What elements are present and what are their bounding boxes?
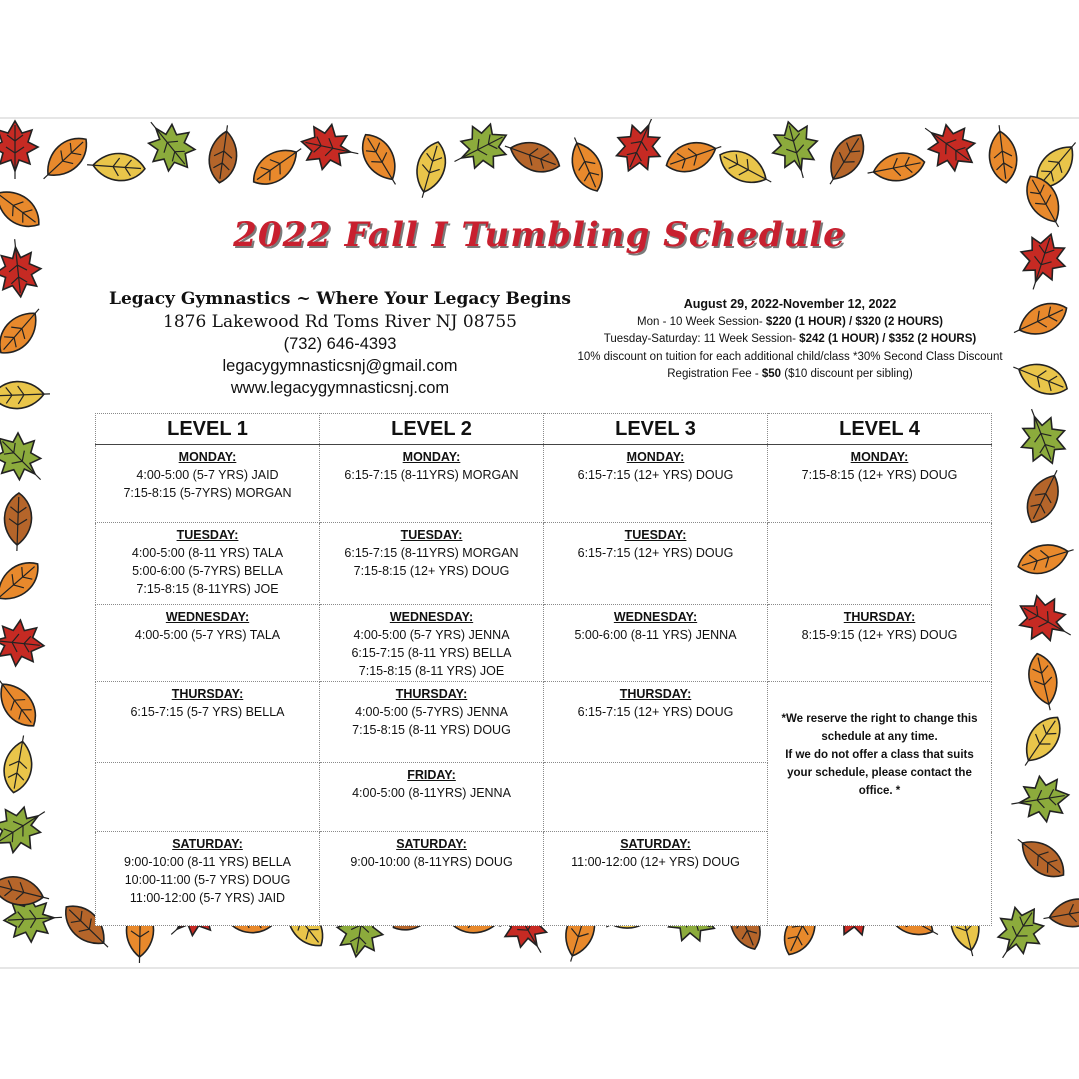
tuesday-price: $242 (1 HOUR) / $352 (2 HOURS) [799,333,977,345]
leaf-icon [133,119,205,182]
class-entry: 6:15-7:15 (5-7 YRS) BELLA [130,705,285,719]
leaf-icon [986,124,1020,185]
registration-fee [550,366,1030,384]
schedule-cell [544,832,768,926]
contact-block [95,287,585,399]
day-label: WEDNESDAY: [613,610,698,624]
pricing-block [550,296,1030,384]
day-label: MONDAY: [850,450,909,464]
leaf-icon [0,380,50,409]
leaf-icon [0,733,37,795]
schedule-cell [768,605,992,682]
class-entry: 6:15-7:15 (8-11YRS) MORGAN [344,468,519,482]
address: 1876 Lakewood Rd Toms River NJ 08755 [163,312,517,332]
leaf-icon [246,138,309,193]
leaf-icon [1014,710,1069,773]
schedule-cell [544,605,768,682]
class-entry: 4:00-5:00 (5-7 YRS) JAID [136,468,279,482]
leaf-icon [865,149,927,187]
schedule-cell [544,445,768,523]
leaf-icon [819,128,873,191]
leaf-icon [86,151,146,182]
leaf-icon [500,133,564,178]
class-entry: 6:15-7:15 (12+ YRS) DOUG [577,468,734,482]
class-entry: 7:15-8:15 (8-11 YRS) DOUG [352,723,511,737]
day-label: SATURDAY: [620,837,691,851]
leaf-icon [607,119,673,180]
day-label: SATURDAY: [172,837,243,851]
session-dates: August 29, 2022-November 12, 2022 [683,297,897,311]
leaf-icon [0,554,46,612]
class-entry: 5:00-6:00 (8-11 YRS) JENNA [574,628,737,642]
monday-pricing [550,314,1030,332]
class-entry: 10:00-11:00 (5-7 YRS) DOUG [124,873,291,887]
schedule-cell [320,682,544,763]
class-entry: 7:15-8:15 (8-11YRS) JOE [136,582,279,596]
leaf-icon [0,792,57,862]
leaf-icon [1019,464,1069,528]
class-entry: 8:15-9:15 (12+ YRS) DOUG [801,628,958,642]
day-label: THURSDAY: [395,687,468,701]
leaf-icon [0,671,44,734]
day-label: FRIDAY: [407,768,456,782]
leaf-icon [1008,772,1072,827]
class-entry: 7:15-8:15 (12+ YRS) DOUG [801,468,958,482]
day-label: MONDAY: [178,450,237,464]
class-entry: 4:00-5:00 (5-7 YRS) TALA [134,628,281,642]
class-entry: 6:15-7:15 (8-11YRS) MORGAN [344,546,519,560]
class-entry: 7:15-8:15 (8-11 YRS) JOE [358,664,505,678]
class-entry: 11:00-12:00 (12+ YRS) DOUG [571,855,740,869]
day-label: WEDNESDAY: [165,610,250,624]
leaf-icon [354,128,407,192]
level-1-header: LEVEL 1 [96,414,320,445]
day-label: MONDAY: [626,450,685,464]
day-label: TUESDAY: [624,528,687,542]
leaf-icon [1041,895,1079,932]
leaf-icon [1009,586,1079,655]
leaf-icon [912,119,986,181]
level-header-row [96,414,992,445]
leaf-icon [0,300,49,361]
email: legacygymnasticsnj@gmail.com [222,357,458,375]
schedule-cell [320,523,544,605]
level-2-header: LEVEL 2 [320,414,544,445]
leaf-icon [1009,829,1071,886]
leaf-icon [444,119,517,182]
class-entry: 6:15-7:15 (8-11 YRS) BELLA [351,646,512,660]
level-4-header: LEVEL 4 [768,414,992,445]
schedule-flyer [0,117,1079,969]
disclaimer-line: *We reserve the right to change this schedule at any time. [781,713,978,743]
day-label: TUESDAY: [400,528,463,542]
monday-price: $220 (1 HOUR) / $320 (2 HOURS) [765,315,943,328]
registration-note: ($10 discount per sibling) [781,368,913,380]
disclaimer-note [768,682,992,926]
class-entry: 6:15-7:15 (12+ YRS) DOUG [577,546,734,560]
class-entry: 4:00-5:00 (8-11YRS) JENNA [352,786,511,800]
tuesday-saturday-pricing [550,331,1030,349]
day-label: SATURDAY: [396,837,467,851]
leaf-icon [0,422,57,496]
day-label: WEDNESDAY: [389,610,474,624]
org-name: Legacy Gymnastics ~ Where Your Legacy Begins [109,289,571,309]
schedule-row [96,682,992,763]
class-entry: 11:00-12:00 (5-7 YRS) JAID [129,891,286,905]
schedule-cell [544,682,768,763]
discount-text: 10% discount on tuition for each additional child/class *30% Second Class Discount [577,350,1003,363]
schedule-row [96,605,992,682]
phone: (732) 646-4393 [283,335,397,353]
website: www.legacygymnasticsnj.com [230,379,450,397]
day-label: THURSDAY: [843,610,916,624]
schedule-row [96,445,992,523]
day-label: THURSDAY: [619,687,692,701]
class-entry: 9:00-10:00 (8-11YRS) DOUG [350,855,513,869]
leaf-icon [3,493,32,552]
schedule-cell [768,523,992,605]
class-entry: 5:00-6:00 (5-7YRS) BELLA [132,564,283,578]
schedule-cell [320,763,544,832]
class-entry: 6:15-7:15 (12+ YRS) DOUG [577,705,734,719]
disclaimer-line: If we do not offer a class that suits your schedule, please contact the office. * [785,749,974,797]
schedule-row [96,523,992,605]
schedule-cell [96,523,320,605]
monday-pricing-label: Mon - 10 Week Session- [637,315,766,328]
leaf-icon [766,119,825,184]
day-label: MONDAY: [402,450,461,464]
leaf-icon [297,119,363,176]
level-3-header: LEVEL 3 [544,414,768,445]
leaf-icon [0,121,38,179]
leaf-icon [562,132,610,196]
leaf-icon [662,134,726,178]
leaf-icon [1024,651,1063,714]
day-label: TUESDAY: [176,528,239,542]
schedule-table [95,413,992,926]
schedule-cell [320,832,544,926]
schedule-cell [320,445,544,523]
schedule-cell [544,763,768,832]
schedule-cell [320,605,544,682]
class-entry: 7:15-8:15 (12+ YRS) DOUG [353,564,510,578]
schedule-cell [96,832,320,926]
schedule-cell [96,763,320,832]
day-label: THURSDAY: [171,687,244,701]
schedule-cell [96,605,320,682]
leaf-icon [714,143,778,194]
schedule-cell [96,682,320,763]
schedule-cell [96,445,320,523]
class-entry: 4:00-5:00 (8-11 YRS) TALA [131,546,284,560]
registration-label: Registration Fee - [667,368,762,380]
leaf-icon [1014,537,1077,580]
class-entry: 4:00-5:00 (5-7YRS) JENNA [355,705,508,719]
schedule-cell [544,523,768,605]
schedule-cell [768,445,992,523]
page-title: 2022 Fall I Tumbling Schedule [233,215,846,255]
leaf-icon [409,138,451,201]
class-entry: 7:15-8:15 (5-7YRS) MORGAN [123,486,292,500]
leaf-icon [1010,401,1074,472]
class-entry: 4:00-5:00 (5-7 YRS) JENNA [353,628,510,642]
tuesday-pricing-label: Tuesday-Saturday: 11 Week Session- [603,333,800,345]
registration-price: $50 [761,368,782,380]
leaf-icon [34,129,95,188]
leaf-icon [0,617,46,669]
leaf-icon [206,123,241,184]
class-entry: 9:00-10:00 (8-11 YRS) BELLA [124,855,291,869]
leaf-icon [983,897,1053,967]
